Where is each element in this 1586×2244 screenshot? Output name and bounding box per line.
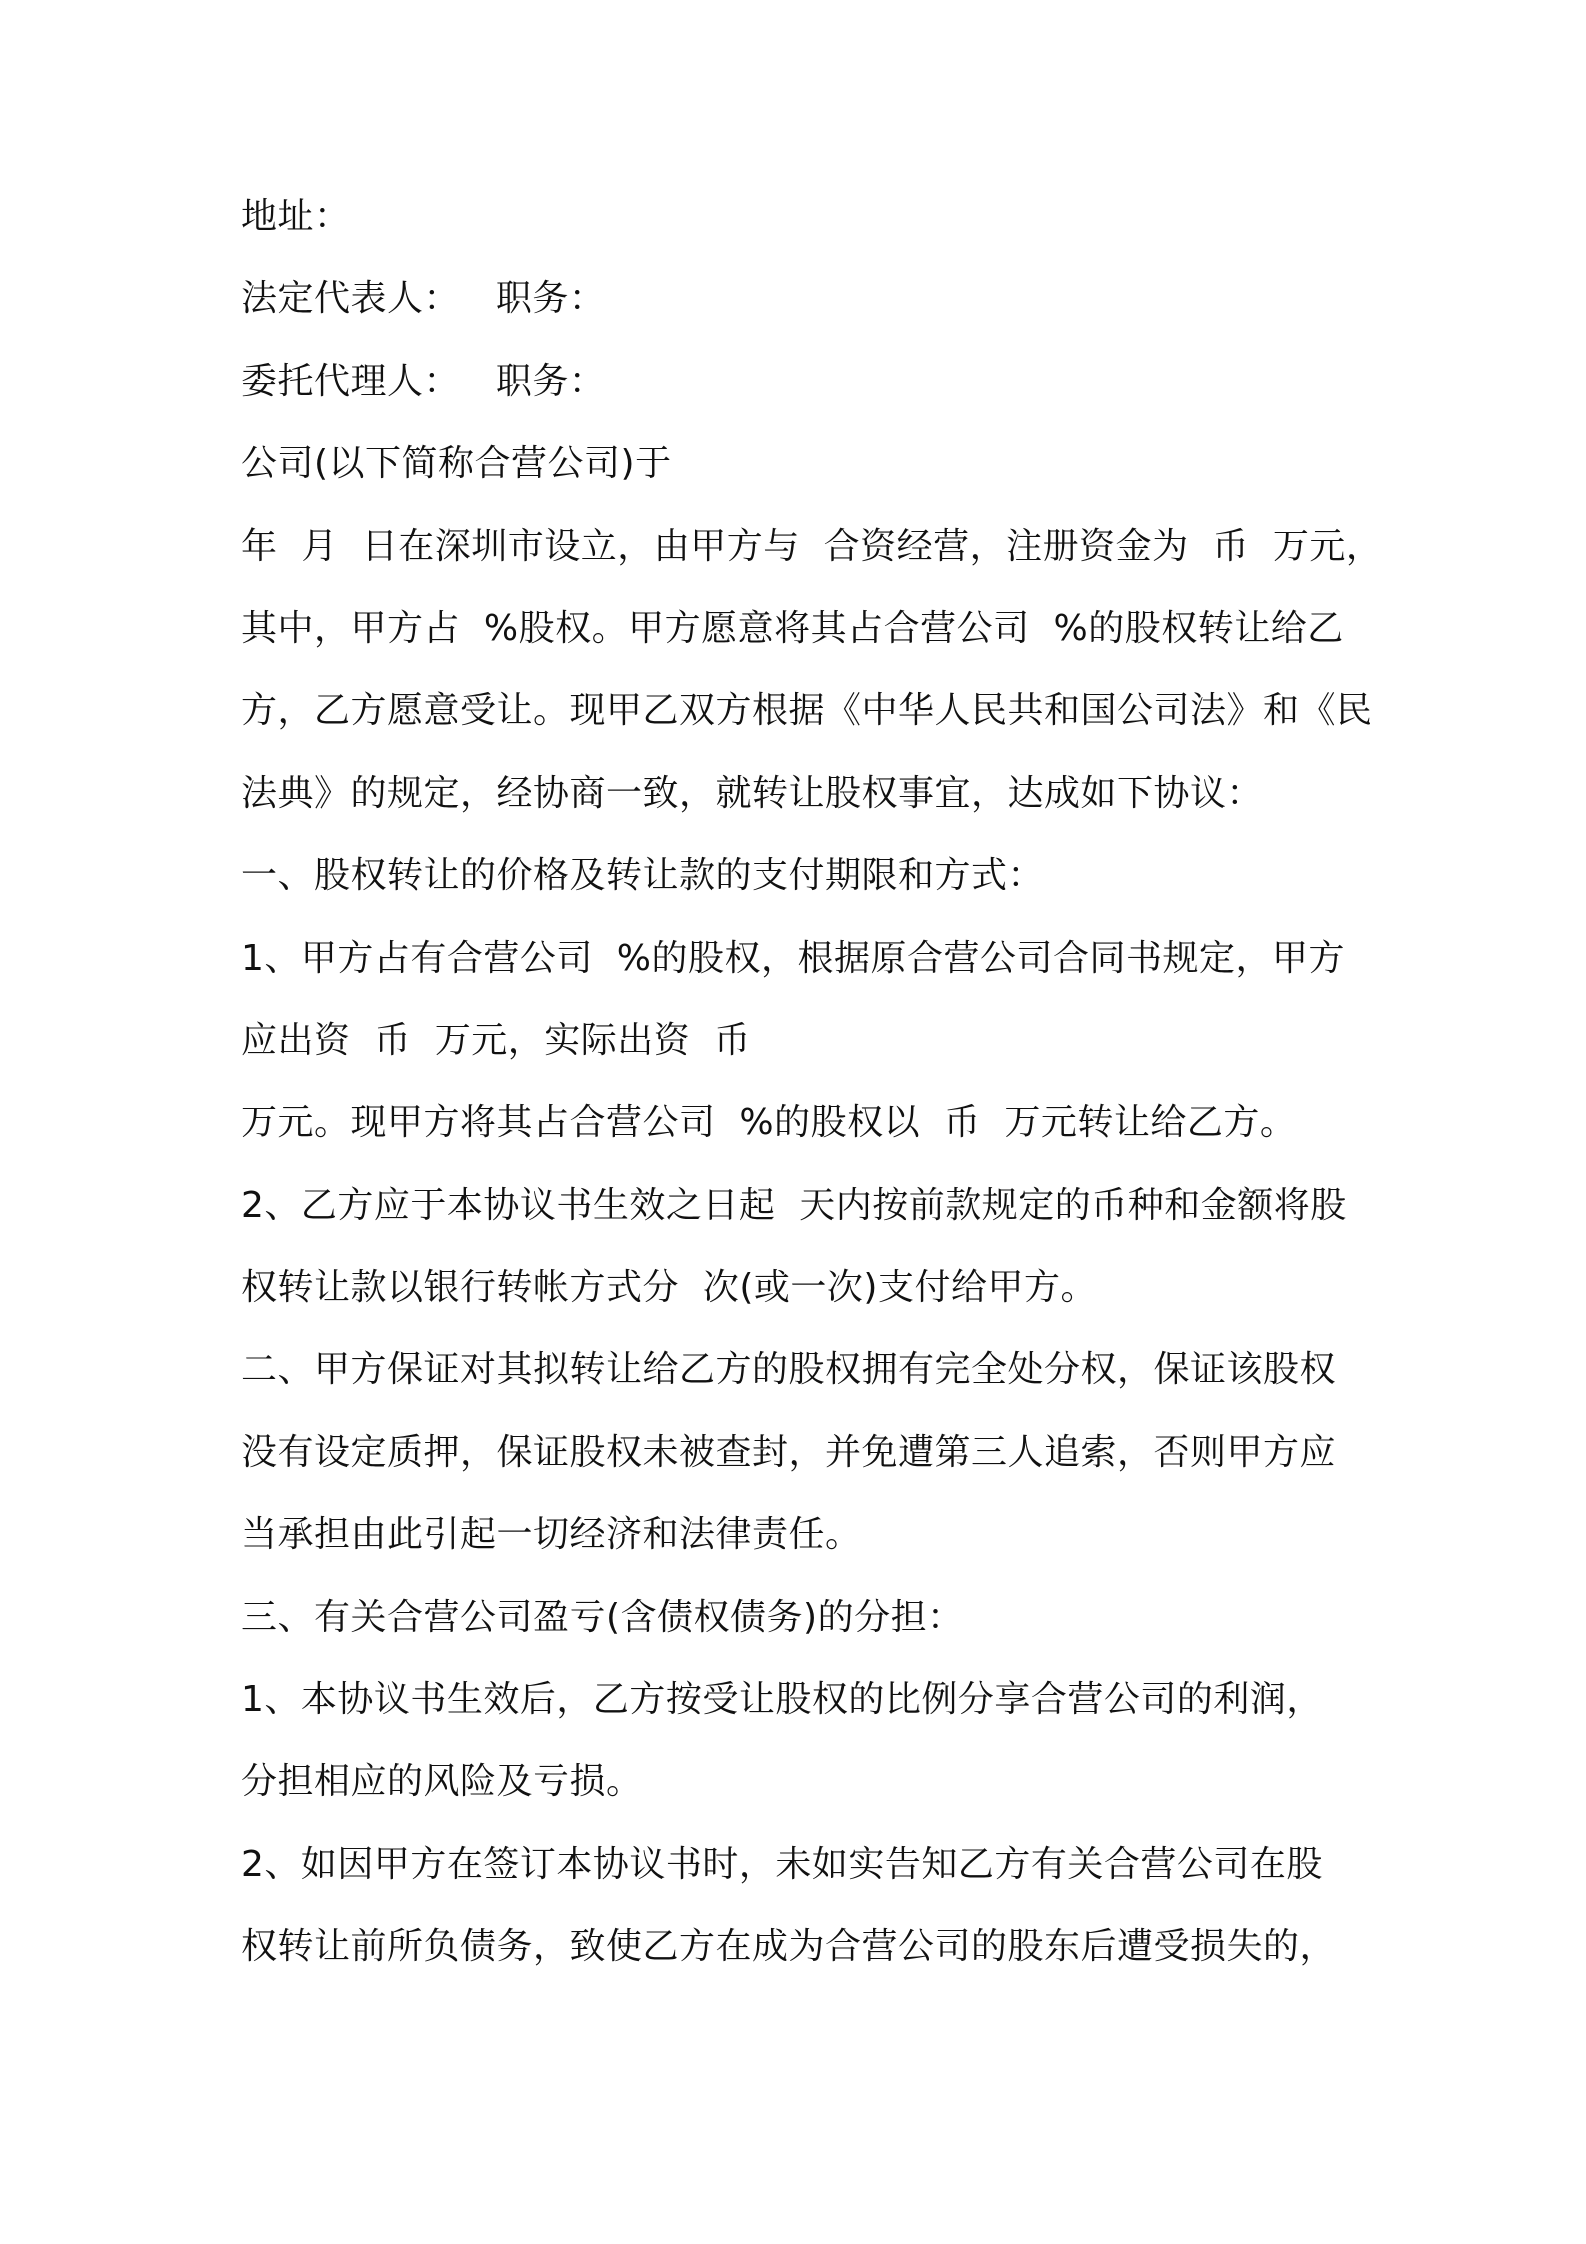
document-body [241,196,1383,2009]
section-heading: 二、甲方保证对其拟转让给乙方的股权拥有完全处分权，保证该股权 [241,1349,1337,1391]
clause-line: 权转让款以银行转帐方式分 次(或一次)支付给甲方。 [241,1267,1097,1309]
clause-line: 万元。现甲方将其占合营公司 %的股权以 币 万元转让给乙方。 [241,1102,1297,1144]
clause-line: 1、本协议书生效后，乙方按受让股权的比例分享合营公司的利润， [241,1679,1323,1721]
legal-representative-line: 法定代表人： 职务： [241,278,606,320]
clause-line: 当承担由此引起一切经济和法律责任。 [241,1514,862,1556]
clause-line: 2、如因甲方在签订本协议书时，未如实告知乙方有关合营公司在股 [241,1843,1323,1885]
clause-line: 1、甲方占有合营公司 %的股权，根据原合营公司合同书规定，甲方 [241,937,1345,979]
clause-line: 没有设定质押，保证股权未被查封，并免遭第三人追索，否则甲方应 [241,1431,1337,1473]
authorized-agent-line: 委托代理人： 职务： [241,360,606,402]
paragraph-line: 年 月 日在深圳市设立，由甲方与 合资经营，注册资金为 币 万元， [241,525,1383,567]
clause-line: 应出资 币 万元，实际出资 币 [241,1019,751,1061]
section-heading: 一、股权转让的价格及转让款的支付期限和方式： [241,855,1045,897]
paragraph-line: 法典》的规定，经协商一致，就转让股权事宜，达成如下协议： [241,772,1264,814]
paragraph-line: 方，乙方愿意受让。现甲乙双方根据《中华人民共和国公司法》和《民 [241,690,1373,732]
paragraph-line: 其中，甲方占 %股权。甲方愿意将其占合营公司 %的股权转让给乙 [241,607,1344,649]
clause-line: 2、乙方应于本协议书生效之日起 天内按前款规定的币种和金额将股 [241,1184,1347,1226]
section-heading: 三、有关合营公司盈亏(含债权债务)的分担： [241,1596,964,1638]
clause-line: 分担相应的风险及亏损。 [241,1761,643,1803]
paragraph-line: 公司(以下简称合营公司)于 [241,443,672,485]
clause-line: 权转让前所负债务，致使乙方在成为合营公司的股东后遭受损失的， [241,1926,1337,1968]
address-line: 地址： [241,196,351,237]
